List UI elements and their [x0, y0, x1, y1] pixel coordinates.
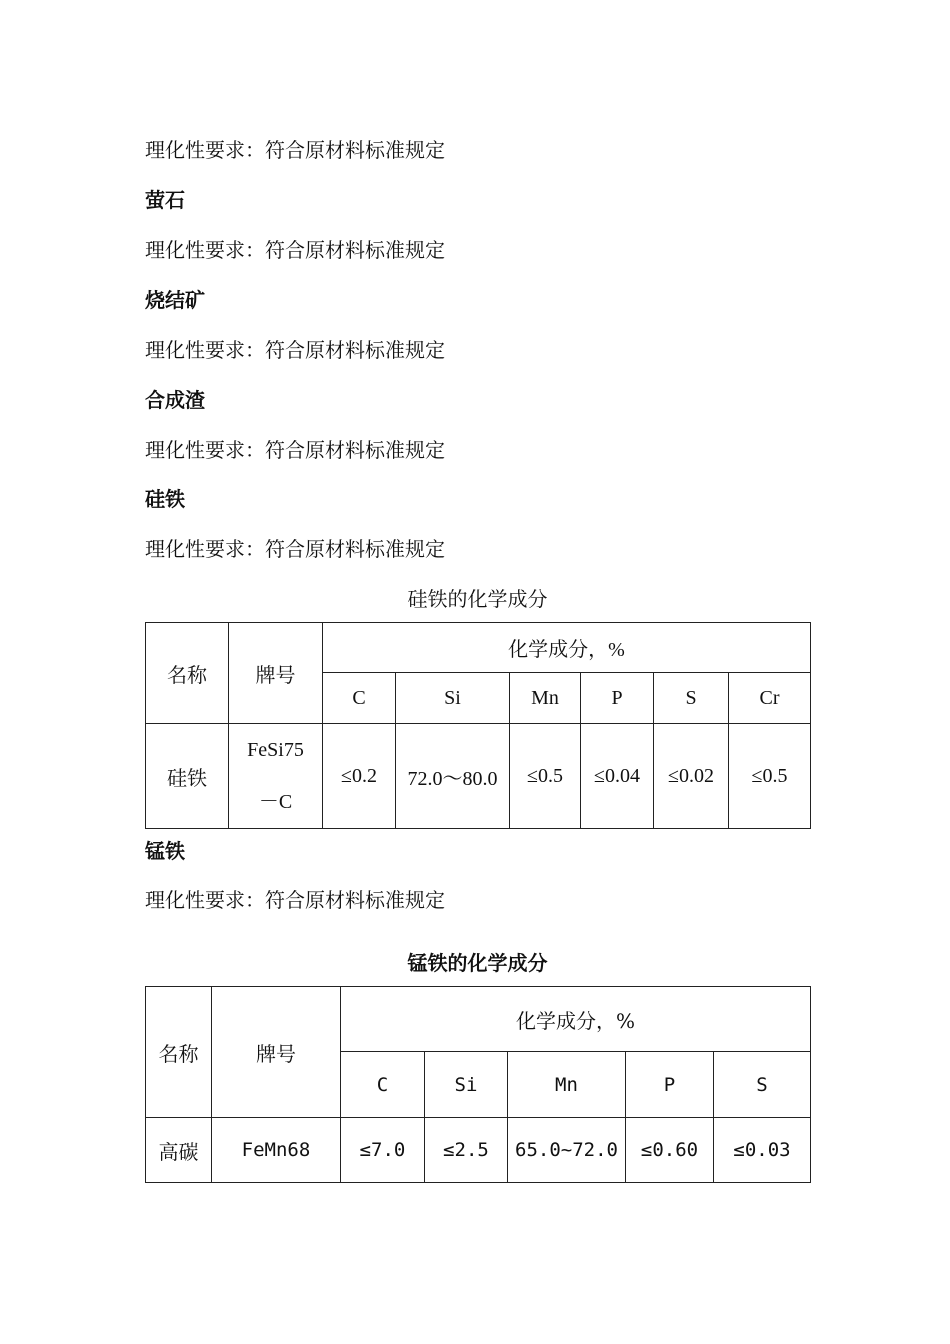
section-heading-sinter: 烧结矿 — [145, 288, 205, 312]
cell-grade-line1: FeSi75 — [247, 739, 304, 761]
cell-grade: FeMn68 — [212, 1118, 341, 1183]
cell-value: ≤0.2 — [323, 724, 396, 829]
cell-value: ≤0.5 — [510, 724, 581, 829]
requirement-text: 理化性要求：符合原材料标准规定 — [145, 338, 445, 362]
section-heading-ferromanganese: 锰铁 — [145, 839, 185, 863]
cell-name: 高碳 — [146, 1118, 212, 1183]
cell-value: ≤2.5 — [425, 1118, 508, 1183]
header-element: Mn — [508, 1052, 626, 1118]
header-name: 名称 — [146, 987, 212, 1118]
header-element: C — [323, 673, 396, 724]
requirement-text: 理化性要求：符合原材料标准规定 — [145, 138, 445, 162]
table-caption-ferromanganese: 锰铁的化学成分 — [407, 951, 548, 975]
table-row — [146, 724, 811, 829]
header-element: P — [581, 673, 654, 724]
header-element: Cr — [729, 673, 811, 724]
cell-value: ≤7.0 — [341, 1118, 425, 1183]
header-name: 名称 — [146, 623, 229, 724]
header-element: C — [341, 1052, 425, 1118]
section-heading-synthetic-slag: 合成渣 — [145, 388, 205, 412]
table-caption-ferrosilicon: 硅铁的化学成分 — [407, 587, 548, 611]
cell-name: 硅铁 — [146, 724, 229, 829]
header-element: P — [626, 1052, 714, 1118]
header-element: Si — [425, 1052, 508, 1118]
cell-grade-line2: －C — [258, 791, 293, 813]
section-heading-ferrosilicon: 硅铁 — [145, 487, 185, 511]
cell-value: ≤0.60 — [626, 1118, 714, 1183]
header-element: Mn — [510, 673, 581, 724]
cell-value: ≤0.5 — [729, 724, 811, 829]
requirement-text: 理化性要求：符合原材料标准规定 — [145, 438, 445, 462]
header-grade: 牌号 — [229, 623, 323, 724]
section-heading-fluorite: 萤石 — [145, 188, 185, 212]
ferromanganese-composition-table — [145, 986, 811, 1183]
header-grade: 牌号 — [212, 987, 341, 1118]
cell-grade — [229, 724, 323, 829]
ferrosilicon-composition-table — [145, 622, 811, 829]
header-element: S — [654, 673, 729, 724]
requirement-text: 理化性要求：符合原材料标准规定 — [145, 238, 445, 262]
cell-value: ≤0.02 — [654, 724, 729, 829]
requirement-text: 理化性要求：符合原材料标准规定 — [145, 537, 445, 561]
header-element: S — [714, 1052, 811, 1118]
cell-value: 65.0~72.0 — [508, 1118, 626, 1183]
cell-value: ≤0.04 — [581, 724, 654, 829]
header-chemical-composition: 化学成分，% — [323, 623, 811, 673]
header-chemical-composition: 化学成分，% — [341, 987, 811, 1052]
header-element: Si — [396, 673, 510, 724]
table-row — [146, 1118, 811, 1183]
cell-value: ≤0.03 — [714, 1118, 811, 1183]
cell-value: 72.0～80.0 — [396, 724, 510, 829]
requirement-text: 理化性要求：符合原材料标准规定 — [145, 888, 445, 912]
